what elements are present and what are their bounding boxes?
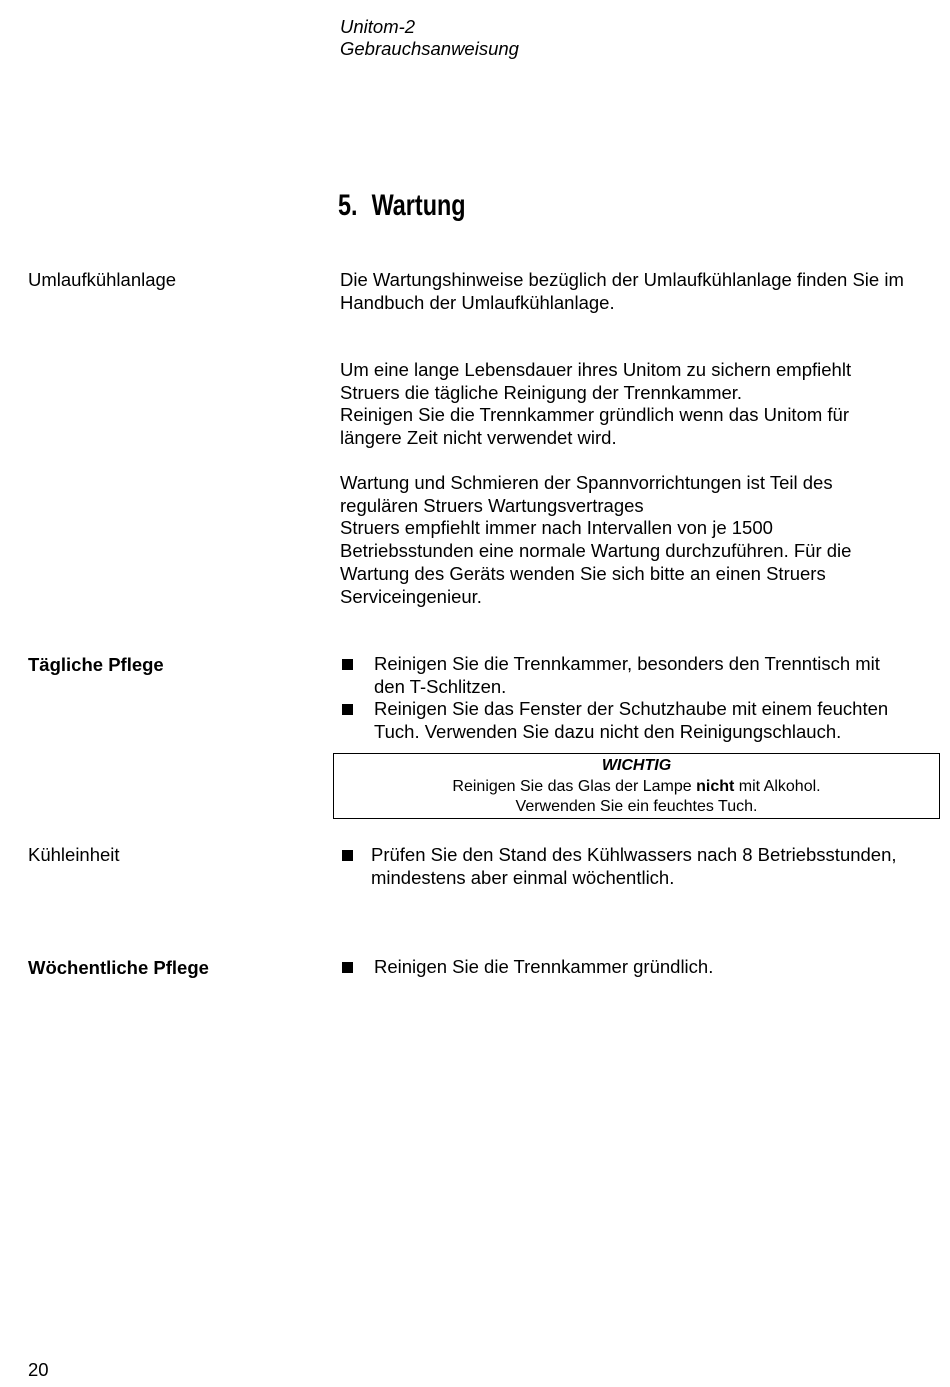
section-number: 5. xyxy=(338,189,358,222)
label-taegliche-pflege: Tägliche Pflege xyxy=(28,654,164,675)
umlauf-text xyxy=(340,269,940,314)
notice-title: WICHTIG xyxy=(601,757,672,774)
section-title: Wartung xyxy=(371,189,466,222)
important-notice-box xyxy=(333,753,940,819)
list-item xyxy=(340,698,940,743)
page-number: 20 xyxy=(28,1359,49,1380)
text-line: Reinigen Sie das Fenster der Schutzhaube mit einem feuchten xyxy=(374,698,889,720)
text-line: Reinigen Sie die Trennkammer gründlich wenn das Unitom für xyxy=(340,404,850,426)
label-woechentliche-pflege: Wöchentliche Pflege xyxy=(28,957,209,978)
text-line: Serviceingenieur. xyxy=(340,585,482,607)
text-line: längere Zeit nicht verwendet wird. xyxy=(340,427,617,449)
text-line: Reinigen Sie die Trennkammer gründlich. xyxy=(374,956,714,977)
text-line: Wartung und Schmieren der Spannvorrichtungen ist Teil des xyxy=(340,472,833,493)
notice-line-1 xyxy=(334,777,939,798)
list-item xyxy=(340,956,940,979)
label-kuehleinheit: Kühleinheit xyxy=(28,844,120,865)
notice-text: mit Alkohol. xyxy=(734,777,821,795)
text-line: den T-Schlitzen. xyxy=(374,675,507,697)
square-bullet-icon xyxy=(342,659,353,670)
label-umlaufkuehlanlage: Umlaufkühlanlage xyxy=(28,269,177,290)
notice-emphasis: nicht xyxy=(696,777,735,795)
daily-list xyxy=(340,653,940,744)
text-line: Reinigen Sie die Trennkammer, besonders den Trenntisch mit xyxy=(374,653,880,674)
cooling-list xyxy=(340,844,940,889)
notice-line-2: Verwenden Sie ein feuchtes Tuch. xyxy=(515,798,758,815)
text-line: regulären Struers Wartungsvertrages xyxy=(340,494,644,516)
intro-paragraph-1 xyxy=(340,359,940,450)
document-type: Gebrauchsanweisung xyxy=(340,38,519,59)
text-line: Struers die tägliche Reinigung der Trennkammer. xyxy=(340,381,743,403)
text-line: Die Wartungshinweise bezüglich der Umlaufkühlanlage finden Sie im xyxy=(340,269,904,290)
weekly-list xyxy=(340,956,940,979)
document-header xyxy=(340,16,519,60)
section-heading xyxy=(338,188,466,224)
square-bullet-icon xyxy=(342,850,353,861)
product-name: Unitom-2 xyxy=(340,16,416,37)
square-bullet-icon xyxy=(342,962,353,973)
text-line: mindestens aber einmal wöchentlich. xyxy=(371,866,675,888)
text-line: Tuch. Verwenden Sie dazu nicht den Reinigungschlauch. xyxy=(374,721,842,743)
text-line: Prüfen Sie den Stand des Kühlwassers nach 8 Betriebsstunden, xyxy=(371,844,897,865)
notice-text: Reinigen Sie das Glas der Lampe xyxy=(452,777,697,795)
text-line: Handbuch der Umlaufkühlanlage. xyxy=(340,291,615,313)
text-line: Um eine lange Lebensdauer ihres Unitom zu sichern empfiehlt xyxy=(340,359,852,380)
list-item xyxy=(340,653,940,698)
text-line: Wartung des Geräts wenden Sie sich bitte an einen Struers xyxy=(340,562,826,584)
square-bullet-icon xyxy=(342,704,353,715)
text-line: Struers empfiehlt immer nach Intervallen von je 1500 xyxy=(340,517,773,539)
list-item xyxy=(340,844,940,889)
text-line: Betriebsstunden eine normale Wartung durchzuführen. Für die xyxy=(340,540,852,562)
intro-paragraph-2 xyxy=(340,472,940,608)
